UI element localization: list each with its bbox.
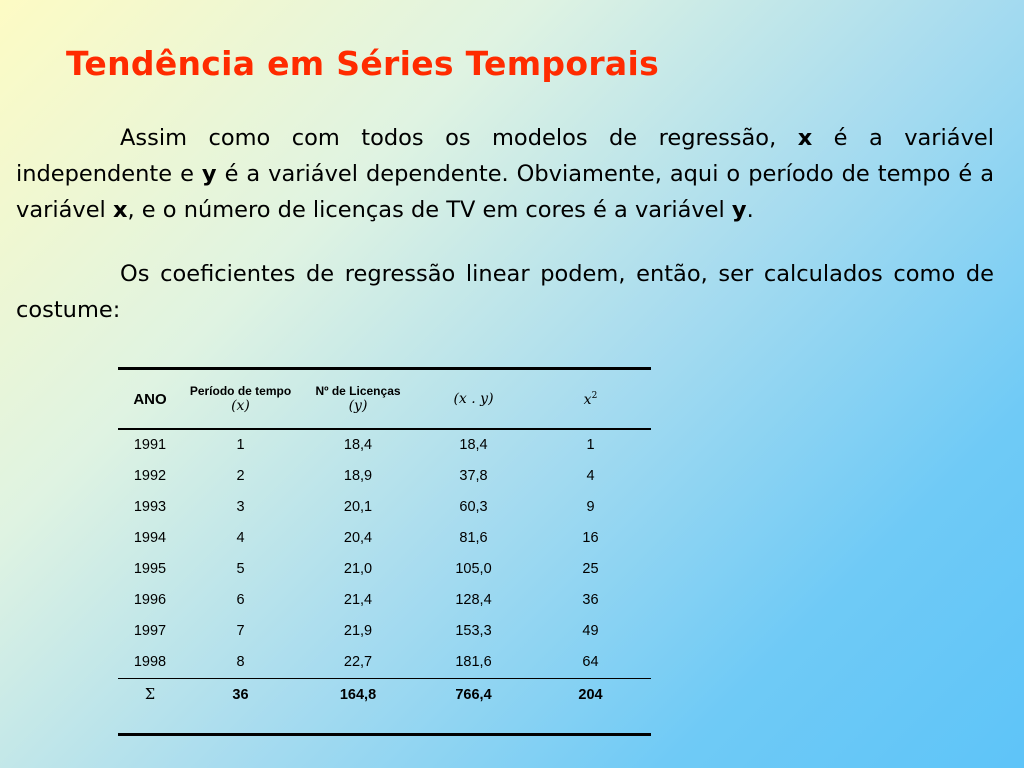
cell-ano: 1998	[133, 654, 167, 670]
p1-text-5: .	[746, 197, 754, 223]
header-x2-exp: 2	[591, 390, 598, 401]
table-row	[118, 616, 651, 647]
sum-x2: 204	[578, 687, 603, 703]
data-table	[118, 370, 651, 428]
p1-var-x: x	[797, 125, 813, 151]
cell-ano: 1995	[133, 561, 167, 577]
cell-y: 20,4	[343, 530, 373, 546]
cell-x: 5	[236, 561, 245, 577]
header-periodo-label: Período de tempo	[189, 384, 292, 398]
cell-xy: 153,3	[455, 623, 492, 639]
cell-y: 18,9	[343, 468, 373, 484]
header-xy	[417, 370, 530, 428]
cell-xy: 105,0	[455, 561, 492, 577]
cell-x2: 1	[586, 437, 595, 453]
cell-y: 21,9	[343, 623, 373, 639]
cell-x: 6	[236, 592, 245, 608]
cell-xy: 81,6	[459, 530, 488, 546]
slide-title: Tendência em Séries Temporais	[66, 44, 660, 83]
cell-y: 18,4	[343, 437, 373, 453]
paragraph-regression-variables	[16, 120, 994, 228]
cell-y: 21,4	[343, 592, 373, 608]
data-table-sum	[118, 679, 651, 711]
header-licencas-symbol: (y)	[348, 398, 368, 414]
cell-x2: 9	[586, 499, 595, 515]
cell-x: 2	[236, 468, 245, 484]
cell-ano: 1993	[133, 499, 167, 515]
header-licencas-label: Nº de Licenças	[315, 384, 401, 398]
sum-x: 36	[232, 687, 249, 703]
data-table-body	[118, 430, 651, 678]
cell-x2: 16	[582, 530, 599, 546]
cell-x: 8	[236, 654, 245, 670]
p2-text: Os coeficientes de regressão linear podem, então, ser calculados como de costume:	[16, 261, 994, 323]
cell-y: 22,7	[343, 654, 373, 670]
header-periodo	[182, 370, 299, 428]
sum-xy: 766,4	[455, 687, 492, 703]
cell-x2: 4	[586, 468, 595, 484]
header-x2-base: x	[583, 391, 592, 408]
table-bottom-rule	[118, 733, 651, 736]
cell-ano: 1992	[133, 468, 167, 484]
cell-x: 3	[236, 499, 245, 515]
table-row	[118, 585, 651, 616]
cell-xy: 181,6	[455, 654, 492, 670]
table-row	[118, 647, 651, 678]
p1-var-y-2: y	[731, 197, 747, 223]
table-row	[118, 523, 651, 554]
cell-x2: 36	[582, 592, 599, 608]
sum-y: 164,8	[339, 687, 377, 703]
cell-ano: 1996	[133, 592, 167, 608]
p1-text-4: , e o número de licenças de TV em cores é a variável	[127, 197, 732, 223]
cell-x: 7	[236, 623, 245, 639]
cell-ano: 1991	[133, 437, 167, 453]
sum-symbol: Σ	[144, 687, 156, 703]
cell-x2: 49	[582, 623, 599, 639]
cell-xy: 128,4	[455, 592, 492, 608]
p1-var-x-2: x	[112, 197, 128, 223]
header-x2	[530, 370, 651, 428]
p1-var-y: y	[201, 161, 217, 187]
cell-xy: 18,4	[459, 437, 488, 453]
cell-x2: 25	[582, 561, 599, 577]
cell-y: 21,0	[343, 561, 373, 577]
p1-text-1: Assim como com todos os modelos de regressão,	[120, 125, 798, 151]
cell-x2: 64	[582, 654, 599, 670]
table-row	[118, 492, 651, 523]
cell-xy: 37,8	[459, 468, 488, 484]
cell-ano: 1994	[133, 530, 167, 546]
table-row	[118, 461, 651, 492]
paragraph-coefficients	[16, 256, 994, 328]
cell-x: 4	[236, 530, 245, 546]
table-row	[118, 430, 651, 461]
header-xy-symbol: (x . y)	[453, 391, 494, 407]
cell-x: 1	[236, 437, 245, 453]
header-licencas	[299, 370, 417, 428]
p1-text-3: é a variável dependente. Obviamente, aqui o período de tempo é a variável	[16, 161, 994, 223]
cell-y: 20,1	[343, 499, 373, 515]
cell-xy: 60,3	[459, 499, 488, 515]
regression-table	[118, 367, 651, 736]
p1-text-2: é a variável independente e	[16, 125, 995, 187]
table-row	[118, 554, 651, 585]
header-ano: ANO	[133, 390, 167, 408]
cell-ano: 1997	[133, 623, 167, 639]
table-header-row	[118, 370, 651, 428]
sum-row	[118, 679, 651, 711]
header-periodo-symbol: (x)	[231, 398, 250, 414]
